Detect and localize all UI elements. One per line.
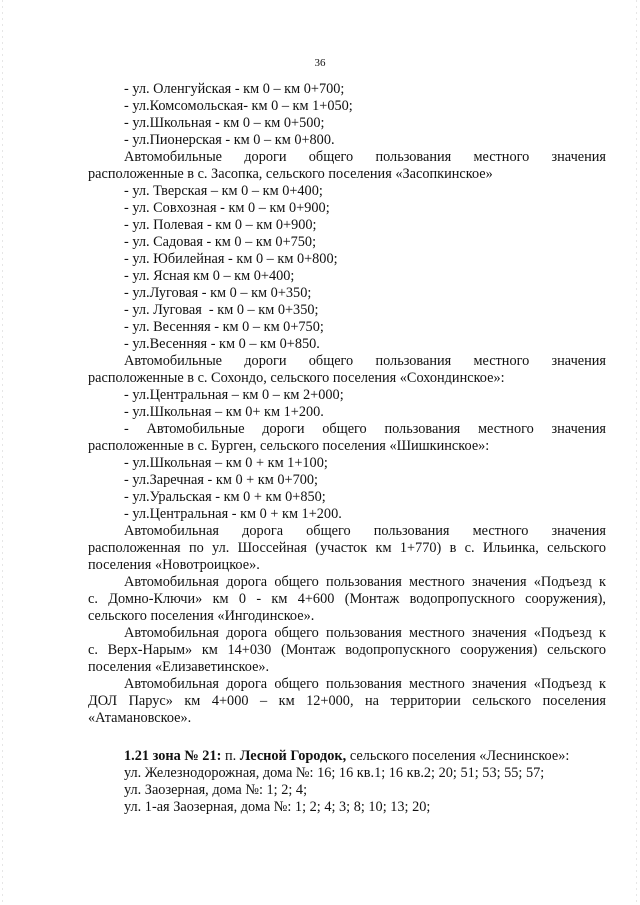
document-body xyxy=(88,81,606,816)
paragraph-line: Автомобильная дорога общего пользования местного значения xyxy=(124,523,606,539)
road-list-item: - ул. Ясная км 0 – км 0+400; xyxy=(124,268,295,284)
paragraph-line: Автомобильная дорога общего пользования местного значения «Подъезд к xyxy=(124,625,606,641)
page-number: 36 xyxy=(314,57,326,69)
road-list-block-1 xyxy=(88,81,606,149)
scan-edge-left xyxy=(2,0,3,905)
paragraph-line: «Атамановское». xyxy=(88,710,192,726)
road-paragraph-domno-klyuchi xyxy=(88,574,606,625)
road-list-item: - ул. Полевая - км 0 – км 0+900; xyxy=(124,217,317,233)
section-intro-line: Автомобильные дороги общего пользования местного значения xyxy=(124,353,606,369)
paragraph-line: расположенная по ул. Шоссейная (участок км 1+770) в с. Ильинка, сельского xyxy=(88,540,606,556)
road-list-item: - ул.Центральная – км 0 – км 2+000; xyxy=(124,387,344,403)
road-paragraph-dol-parus xyxy=(88,676,606,727)
section-intro-line: расположенные в с. Засопка, сельского поселения «Засопкинское» xyxy=(88,166,493,182)
road-list-item: - ул. Совхозная - км 0 – км 0+900; xyxy=(124,200,330,216)
road-paragraph-verkh-narym xyxy=(88,625,606,676)
road-list-item: - ул.Заречная - км 0 + км 0+700; xyxy=(124,472,319,488)
paragraph-line: поселения «Новотроицкое». xyxy=(88,557,260,573)
section-intro-line: - Автомобильные дороги общего пользования местного значения xyxy=(124,421,606,437)
road-section-sokhondo xyxy=(88,353,606,421)
road-list-item: - ул. Садовая - км 0 – км 0+750; xyxy=(124,234,317,250)
zone-21-heading xyxy=(88,748,606,765)
paragraph-line: ДОЛ Парус» км 4+000 – км 12+000, на территории сельского поселения xyxy=(88,693,606,709)
section-intro-line: Автомобильные дороги общего пользования местного значения xyxy=(124,149,606,165)
road-list-item: - ул. Юбилейная - км 0 – км 0+800; xyxy=(124,251,338,267)
zone-21-streets xyxy=(88,765,606,816)
scan-edge-right xyxy=(636,0,637,905)
road-list-item: - ул.Школьная - км 0 – км 0+500; xyxy=(124,115,325,131)
paragraph-line: поселения «Елизаветинское». xyxy=(88,659,270,675)
section-intro-line: расположенные в с. Сохондо, сельского поселения «Сохондинское»: xyxy=(88,370,505,386)
road-list-item: - ул. Оленгуйская - км 0 – км 0+700; xyxy=(124,81,345,97)
zone-settlement-suffix: сельского поселения «Леснинское»: xyxy=(346,748,570,764)
section-intro-line: расположенные в с. Бурген, сельского поселения «Шишкинское»: xyxy=(88,438,490,454)
road-list-item: - ул. Весенняя - км 0 – км 0+750; xyxy=(124,319,324,335)
zone-settlement-name: Лесной Городок, xyxy=(239,748,347,764)
zone-street-line: ул. Железнодорожная, дома №: 16; 16 кв.1; 16 кв.2; 20; 51; 53; 55; 57; xyxy=(124,765,545,781)
zone-street-line: ул. 1-ая Заозерная, дома №: 1; 2; 4; 3; 8; 10; 13; 20; xyxy=(124,799,431,815)
paragraph-line: сельского поселения «Ингодинское». xyxy=(88,608,315,624)
zone-street-line: ул. Заозерная, дома №: 1; 2; 4; xyxy=(124,782,308,798)
road-list-item: - ул.Школьная – км 0 + км 1+100; xyxy=(124,455,328,471)
zone-settlement-prefix: п. xyxy=(221,748,240,764)
road-list-item: - ул.Луговая - км 0 – км 0+350; xyxy=(124,285,312,301)
road-list-item: - ул.Уральская - км 0 + км 0+850; xyxy=(124,489,326,505)
road-list-item: - ул.Центральная - км 0 + км 1+200. xyxy=(124,506,342,522)
paragraph-line: с. Домно-Ключи» км 0 - км 4+600 (Монтаж водопропускного сооружения), xyxy=(88,591,606,607)
road-list-item: - ул. Тверская – км 0 – км 0+400; xyxy=(124,183,323,199)
road-paragraph-ilinka xyxy=(88,523,606,574)
road-list-item: - ул.Пионерская - км 0 – км 0+800. xyxy=(124,132,335,148)
road-list-item: - ул.Школьная – км 0+ км 1+200. xyxy=(124,404,324,420)
zone-label: 1.21 зона № 21: xyxy=(124,748,222,764)
paragraph-line: Автомобильная дорога общего пользования местного значения «Подъезд к xyxy=(124,574,606,590)
road-list-item: - ул.Комсомольская- км 0 – км 1+050; xyxy=(124,98,353,114)
road-list-item: - ул.Весенняя - км 0 – км 0+850. xyxy=(124,336,320,352)
road-section-zasopka xyxy=(88,149,606,353)
road-list-item: - ул. Луговая - км 0 – км 0+350; xyxy=(124,302,319,318)
paragraph-line: с. Верх-Нарым» км 14+030 (Монтаж водопропускного сооружения) сельского xyxy=(88,642,606,658)
paragraph-line: Автомобильная дорога общего пользования местного значения «Подъезд к xyxy=(124,676,606,692)
road-section-burgen xyxy=(88,421,606,523)
